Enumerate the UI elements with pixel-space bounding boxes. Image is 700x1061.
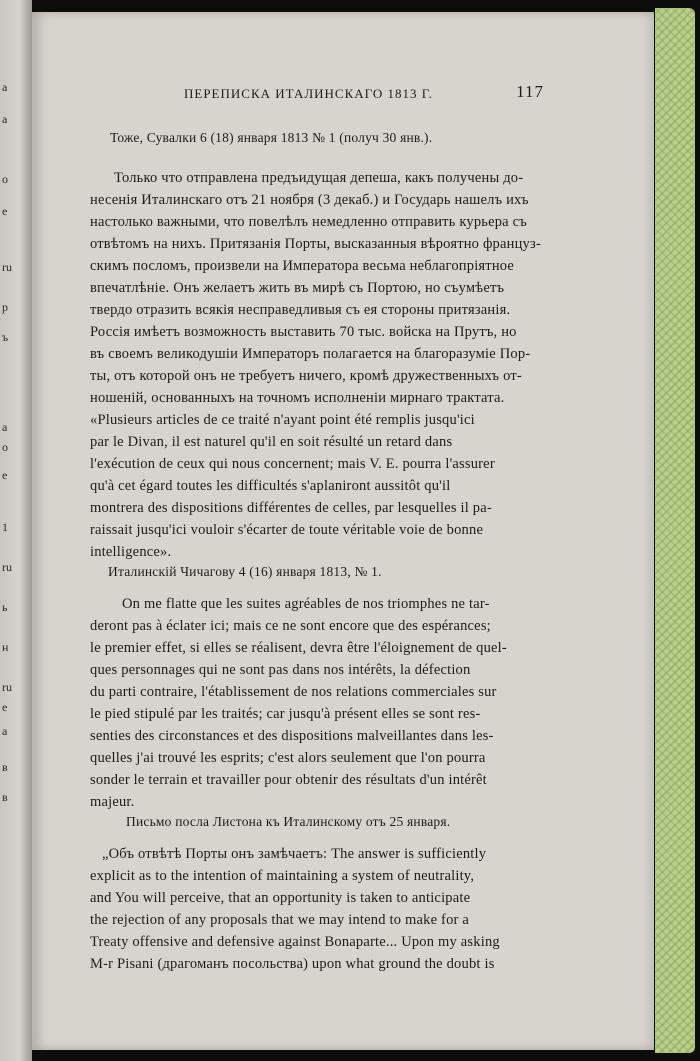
text-line: quelles j'ai trouvé les esprits; c'est alors seulement que l'on pourra	[90, 750, 486, 766]
facing-page-fragment: o	[2, 440, 8, 454]
text-line: твердо отразить всякія несправедливыя съ ея стороны притязанія.	[90, 302, 511, 318]
text-line: deront pas à éclater ici; mais ce ne sont encore que des espérances;	[90, 618, 491, 634]
text-line: Только что отправлена предъидущая депеша, какъ получены до-	[114, 170, 524, 186]
running-title: ПЕРЕПИСКА ИТАЛИНСКАГО 1813 Г.	[184, 86, 434, 101]
text-line: qu'à cet égard toutes les difficultés s'aplaniront aussitôt qu'il	[90, 478, 451, 494]
facing-page-fragment: ru	[2, 680, 12, 694]
text-line: and You will perceive, that an opportunity is taken to anticipate	[90, 890, 471, 906]
text-line: въ своемъ великодушіи Императоръ полагается на благоразуміе Пор-	[90, 346, 531, 362]
facing-page-fragment: в	[2, 790, 8, 804]
facing-page-edge	[0, 0, 32, 1061]
text-line: l'exécution de ceux qui nous concernent; mais V. E. pourra l'assurer	[90, 456, 495, 472]
text-line: montrera des dispositions différentes de celles, par lesquelles il pa-	[90, 500, 492, 516]
text-line: the rejection of any proposals that we may intend to make for a	[90, 912, 470, 928]
facing-page-fragment: ь	[2, 600, 8, 614]
text-line: Россія имѣетъ возможность выставить 70 тыс. войска на Прутъ, но	[90, 324, 517, 340]
facing-page-fragment: ъ	[2, 330, 9, 344]
facing-page-fragment: a	[2, 80, 8, 94]
text-line: ques personnages qui ne sont pas dans nos intérêts, la défection	[90, 662, 471, 678]
text-line: du parti contraire, l'établissement de nos relations commerciales sur	[90, 684, 497, 700]
text-line: настолько важными, что повелѣлъ немедленно отправить курьера съ	[90, 214, 527, 230]
text-line: sonder le terrain et travailler pour obtenir des résultats d'un intérêt	[90, 772, 487, 788]
letter-heading: Письмо посла Листона къ Италинскому отъ 25 января.	[126, 814, 451, 829]
facing-page-fragment: a	[2, 724, 8, 738]
text-line: скимъ посломъ, произвели на Императора весьма неблагопріятное	[90, 258, 515, 274]
text-line: ты, отъ которой онъ не требуетъ ничего, кромѣ дружественныхъ от-	[90, 368, 522, 384]
page-number: 117	[516, 82, 544, 101]
facing-page-fragment: o	[2, 172, 8, 186]
facing-page-fragment: e	[2, 468, 8, 482]
facing-page-fragment: ru	[2, 260, 12, 274]
text-line: intelligence».	[90, 544, 172, 560]
text-line: On me flatte que les suites agréables de nos triomphes ne tar-	[122, 596, 490, 612]
text-line: senties des circonstances et des dispositions malveillantes dans les-	[90, 728, 494, 744]
letter-heading: Тоже, Сувалки 6 (18) января 1813 № 1 (получ 30 янв.).	[110, 130, 433, 145]
facing-page-fragment: 1	[2, 520, 8, 534]
text-line: par le Divan, il est naturel qu'il en soit résulté un retard dans	[90, 434, 453, 450]
facing-page-fragment: a	[2, 112, 8, 126]
text-line: „Объ отвѣтѣ Порты онъ замѣчаетъ: The answer is sufficiently	[102, 846, 487, 862]
facing-page-fragment: e	[2, 204, 8, 218]
text-line: несенія Италинскаго отъ 21 ноября (3 декаб.) и Государь нашелъ ихъ	[90, 192, 529, 208]
facing-page-fragment: р	[2, 300, 8, 314]
facing-page-fragment: a	[2, 420, 8, 434]
book-page	[32, 12, 654, 1050]
text-line: explicit as to the intention of maintaining a system of neutrality,	[90, 868, 475, 884]
text-line: впечатлѣніе. Онъ желаетъ жить въ мирѣ съ Портою, но съумѣетъ	[90, 280, 505, 296]
letter-heading: Италинскій Чичагову 4 (16) января 1813, № 1.	[108, 564, 382, 579]
text-line: le premier effet, si elles se réalisent, devra être l'éloignement de quel-	[90, 640, 507, 656]
text-line: raissait jusqu'ici vouloir s'écarter de toute véritable voie de bonne	[90, 522, 484, 538]
facing-page-fragment: в	[2, 760, 8, 774]
text-line: Treaty offensive and defensive against Bonaparte... Upon my asking	[90, 934, 500, 950]
facing-page-fragment: н	[2, 640, 9, 654]
facing-page-fragment: e	[2, 700, 8, 714]
book-binding	[655, 8, 695, 1053]
text-line: majeur.	[90, 794, 135, 810]
text-line: M-r Pisani (драгоманъ посольства) upon what ground the doubt is	[90, 956, 495, 972]
text-line: «Plusieurs articles de ce traité n'ayant point été remplis jusqu'ici	[90, 412, 475, 428]
text-line: le pied stipulé par les traités; car jusqu'à présent elles se sont res-	[90, 706, 481, 722]
text-line: отвѣтомъ на нихъ. Притязанія Порты, высказанныя вѣроятно француз-	[90, 236, 541, 252]
text-line: ношеній, основанныхъ на точномъ исполненіи мирнаго трактата.	[90, 390, 505, 406]
facing-page-fragment: ru	[2, 560, 12, 574]
